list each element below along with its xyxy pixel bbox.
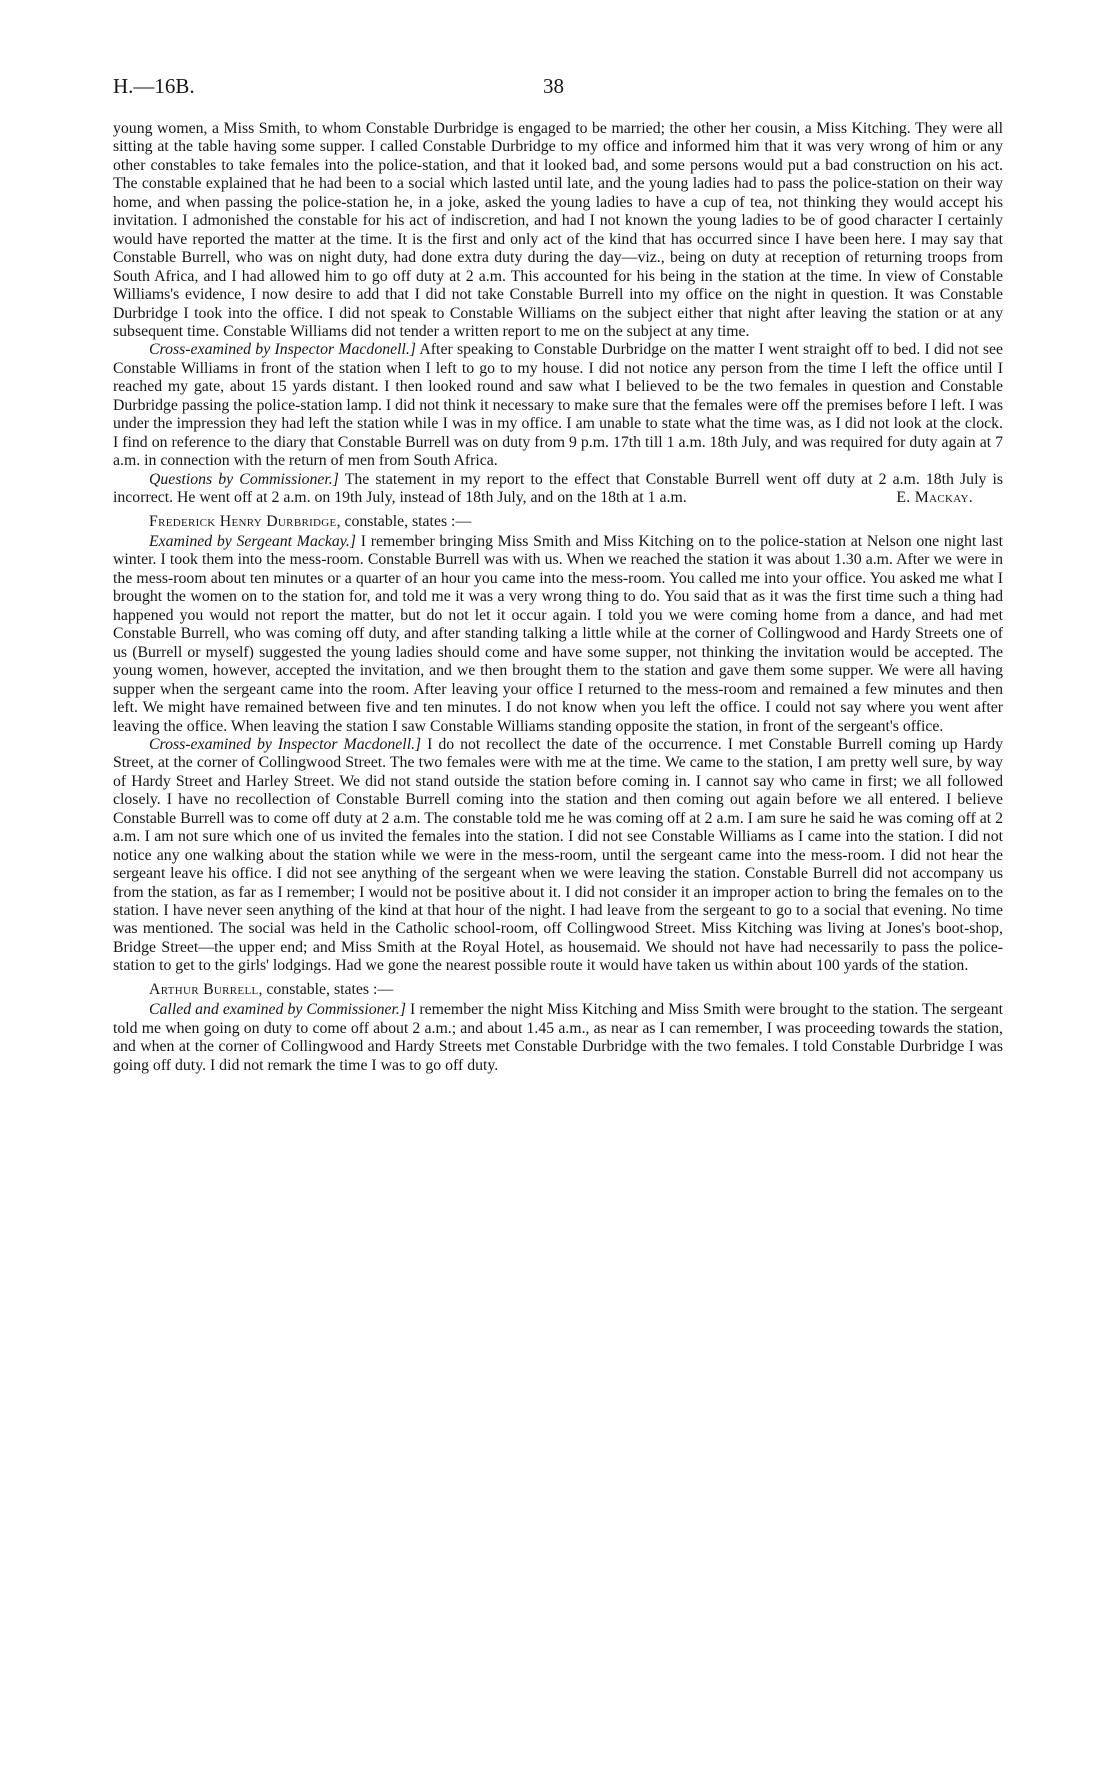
witness-name: Frederick Henry Durbridge: [149, 512, 337, 530]
paragraph-examination: [113, 1001, 1003, 1075]
paragraph-text: I remember bringing Miss Smith and Miss Kitching on to the police-station at Nelson one night last winter. I took them into the mess-room. Constable Burrell was with us. When we reached the station it was about 1.30 a.m. After we were in the mess-room about ten minutes or a quarter of an hour you came into the mess-room. You called me into your office. You asked me what I brought the women on to the station for, and told me it was a very wrong thing to do. You said that as it was the first time such a thing had happened you would not report the matter, but do not let it occur again. I told you we were coming home from a dance, and had met Constable Burrell, who was coming off duty, and after standing talking a little while at the corner of Collingwood and Hardy Streets one of us (Burrell or myself) suggested the young ladies should come and have some supper, not thinking the invitation would be accepted. The young women, however, accepted the invitation, and we then brought them to the station and gave them some supper. We were all having supper when the sergeant came into the room. After leaving your office I returned to the mess-room and remained a few minutes and then left. We might have remained between five and ten minutes. I do not know when you left the office. I could not say where you went after leaving the office. When leaving the station I saw Constable Williams standing opposite the station, in front of the sergeant's office.: [113, 532, 1003, 735]
examination-label: Cross-examined by Inspector Macdonell.]: [149, 341, 417, 359]
paragraph-commissioner-questions: [113, 471, 1003, 508]
paragraph-text: After speaking to Constable Durbridge on the matter I went straight off to bed. I did not see Constable Williams in front of the station when I left to go to my house. I did not notice any person from the time I left the office until I reached my gate, about 15 yards distant. I then looked round and saw what I believed to be the two females in question and Constable Durbridge passing the police-station lamp. I did not think it necessary to make sure that the females were off the premises before I left. I was under the impression they had left the station while I was in my office. I am unable to state what the time was, as I did not look at the clock. I find on reference to the diary that Constable Burrell was on duty from 9 p.m. 17th till 1 a.m. 18th July, and was required for duty again at 7 a.m. in connection with the return of men from South Africa.: [113, 341, 1004, 470]
examination-label: Called and examined by Commissioner.]: [149, 1001, 407, 1019]
page-number: 38: [543, 74, 564, 98]
examination-label: Examined by Sergeant Mackay.]: [149, 532, 356, 550]
witness-role: , constable, states :—: [258, 980, 394, 998]
document-page: [113, 74, 1003, 1075]
examination-label: Questions by Commissioner.]: [149, 470, 339, 488]
examination-label: Cross-examined by Inspector Macdonell.]: [149, 735, 422, 753]
paragraph-continued-statement: [113, 120, 1003, 341]
document-body: [113, 120, 1003, 1075]
paragraph-text: I do not recollect the date of the occurrence. I met Constable Burrell coming up Hardy Street, at the corner of Collingwood Street. The two females were with me at the time. We came to the station, I am pretty well sure, by way of Hardy Street and Harley Street. We did not stand outside the station before coming in. I cannot say who came in first; we all followed closely. I have no recollection of Constable Burrell coming into the station and then coming out again before we all entered. I believe Constable Burrell was to come off duty at 2 a.m. The constable told me he was coming off at 2 a.m. I am sure he said he was coming off at 2 a.m. I am not sure which one of us invited the females into the station. I did not see Constable Williams as I came into the station. I did not notice any one walking about the station while we were in the mess-room, until the sergeant came into the mess-room. I did not hear the sergeant leave his office. I did not see anything of the sergeant when we were leaving the station. Constable Burrell did not accompany us from the station, as far as I remember; I would not be positive about it. I did not consider it an improper action to bring the females on to the station. I have never seen anything of the kind at that hour of the night. I had leave from the sergeant to go to a social that evening. No time was mentioned. The social was held in the Catholic school-room, off Collingwood Street. Miss Kitching was living at Jones's boot-shop, Bridge Street—the upper end; and Miss Smith at the Royal Hotel, as housemaid. We should not have had necessarily to pass the police-station to get to the girls' lodgings. Had we gone the nearest possible route it would have taken us within about 100 yards of the station.: [113, 735, 1004, 975]
witness-heading: [113, 513, 1003, 531]
paragraph-text: The statement in my report to the effect that Constable Burrell went off duty at 2 a.m. 18th July is incorrect. He went off at 2 a.m. on 19th July, instead of 18th July, and on the 18th at 1 a.m.: [113, 470, 1003, 507]
witness-signature: E. Mackay.: [896, 489, 973, 507]
document-reference: H.—16B.: [113, 74, 195, 98]
paragraph-text: I remember the night Miss Kitching and Miss Smith were brought to the station. The sergeant told me when going on duty to come off about 2 a.m.; and about 1.45 a.m., as near as I can remember, I was proceeding towards the station, and when at the corner of Collingwood and Hardy Streets met Constable Durbridge with the two females. I told Constable Durbridge I was going off duty. I did not remark the time I was to go off duty.: [113, 1001, 1003, 1074]
paragraph-cross-examination: [113, 341, 1003, 470]
paragraph-cross-examination: [113, 736, 1003, 976]
witness-role: , constable, states :—: [336, 512, 472, 530]
paragraph-text: young women, a Miss Smith, to whom Constable Durbridge is engaged to be married; the other her cousin, a Miss Kitching. They were all sitting at the table having some supper. I called Constable Durbridge to my office and informed him that it was very wrong of him or any other constables to take females into the police-station, and that it looked bad, and some persons would put a bad construction on his act. The constable explained that he had been to a social which lasted until late, and the young ladies had to pass the police-station on their way home, and when passing the police-station he, in a joke, asked the young ladies to have a cup of tea, not thinking they would accept his invitation. I admonished the constable for his act of indiscretion, and had I not known the young ladies to be of good character I certainly would have reported the matter at the time. It is the first and only act of the kind that has occurred since I have been here. I may say that Constable Burrell, who was on night duty, had done extra duty during the day—viz., being on duty at reception of returning troops from South Africa, and I had allowed him to go off duty at 2 a.m. This accounted for his being in the station at the time. In view of Constable Williams's evidence, I now desire to add that I did not take Constable Burrell into my office on the night in question. It was Constable Durbridge I took into the office. I did not speak to Constable Williams on the subject either that night after leaving the station or at any subsequent time. Constable Williams did not tender a written report to me on the subject at any time.: [113, 120, 1003, 340]
witness-name: Arthur Burrell: [149, 980, 259, 998]
paragraph-examination: [113, 533, 1003, 736]
page-header: [113, 74, 1003, 114]
witness-heading: [113, 981, 1003, 999]
